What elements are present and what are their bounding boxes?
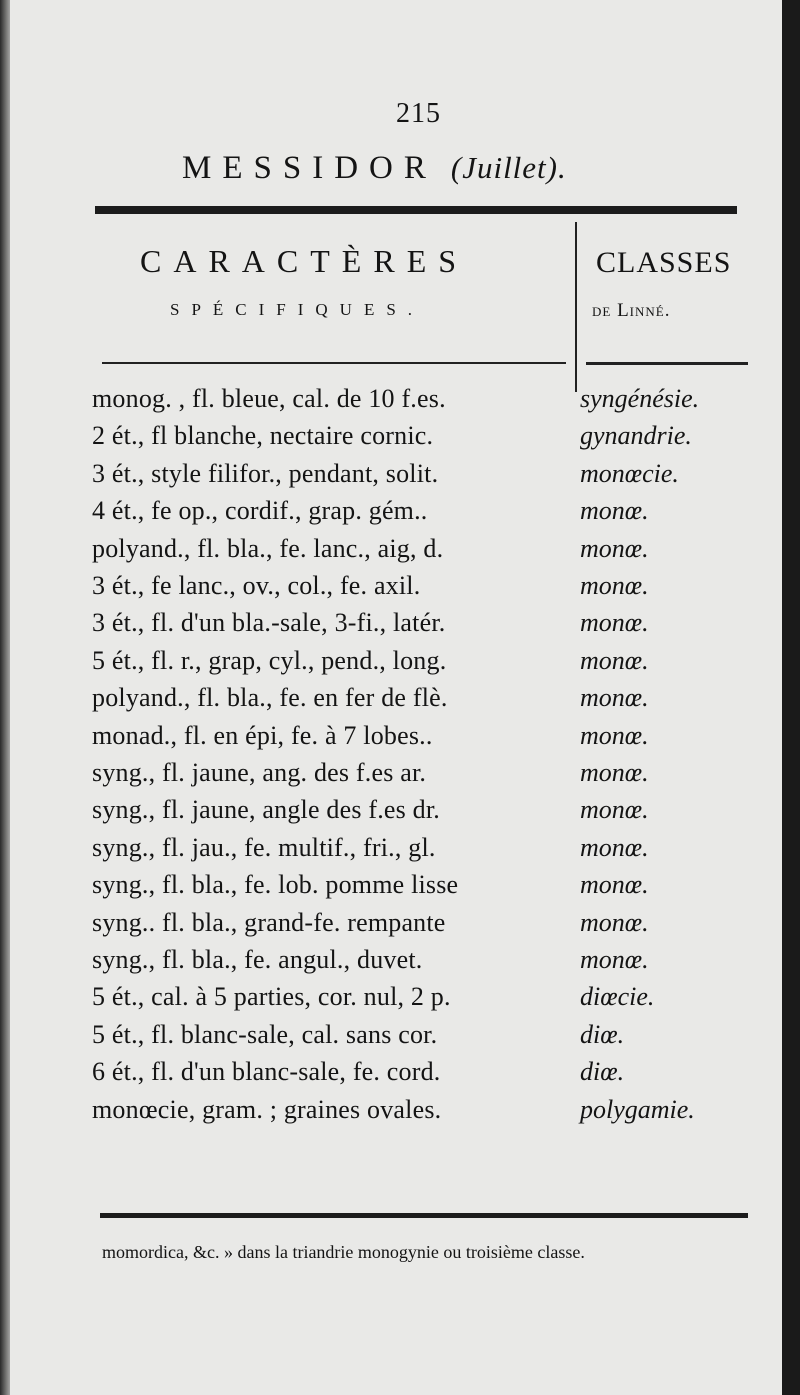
table-row xyxy=(10,421,782,455)
page-number: 215 xyxy=(396,98,441,129)
table-row xyxy=(10,571,782,605)
linnaean-class: monœ. xyxy=(580,945,649,974)
species-description: syng., fl. bla., fe. lob. pomme lisse xyxy=(92,870,459,900)
header-rule-right xyxy=(586,362,748,365)
linnaean-class: monœcie. xyxy=(580,458,679,488)
species-description: syng.. fl. bla., grand-fe. rempante xyxy=(92,907,446,937)
table-row xyxy=(10,1057,782,1091)
species-description: 3 ét., style filifor., pendant, solit. xyxy=(92,458,439,488)
linnaean-class: monœ. xyxy=(580,870,649,900)
species-description: 5 ét., fl. r., grap, cyl., pend., long. xyxy=(92,645,447,675)
linnaean-class: diœ. xyxy=(580,1019,625,1049)
linnaean-class: monœ. xyxy=(580,645,649,675)
column-header-linne: de Linné. xyxy=(592,300,671,321)
species-description: 5 ét., fl. blanc-sale, cal. sans cor. xyxy=(92,1019,438,1049)
title-main: MESSIDOR xyxy=(182,150,437,186)
species-description: polyand., fl. bla., fe. lanc., aig, d. xyxy=(92,533,444,563)
title-subtitle: (Juillet). xyxy=(450,150,567,185)
book-page xyxy=(10,0,782,1395)
title-rule xyxy=(95,206,737,214)
species-description: 5 ét., cal. à 5 parties, cor. nul, 2 p. xyxy=(92,982,451,1012)
table-row xyxy=(10,833,782,867)
table-row xyxy=(10,534,782,568)
species-description: 6 ét., fl. d'un blanc-sale, fe. cord. xyxy=(92,1057,441,1087)
linnaean-class: polygamie. xyxy=(580,1094,695,1124)
column-divider xyxy=(575,222,577,392)
species-description: 4 ét., fe op., cordif., grap. gém.. xyxy=(92,496,428,526)
linnaean-class: syngénésie. xyxy=(580,384,700,413)
table-row xyxy=(10,758,782,792)
table-row xyxy=(10,1020,782,1054)
linnaean-class: monœ. xyxy=(580,795,649,825)
column-header-characters: CARACTÈRES xyxy=(140,243,469,279)
table-row xyxy=(10,870,782,904)
linnaean-class: diœ. xyxy=(580,1057,625,1087)
species-description: 3 ét., fl. d'un bla.-sale, 3-fi., latér. xyxy=(92,608,446,638)
table-row xyxy=(10,683,782,717)
page-title xyxy=(182,150,567,187)
linnaean-class: monœ. xyxy=(580,758,649,787)
species-description: syng., fl. jaune, ang. des f.es ar. xyxy=(92,758,427,787)
species-description: monad., fl. en épi, fe. à 7 lobes.. xyxy=(92,720,433,750)
linnaean-class: monœ. xyxy=(580,832,649,862)
species-description: 2 ét., fl blanche, nectaire cornic. xyxy=(92,421,434,451)
linnaean-class: monœ. xyxy=(580,571,649,600)
species-description: polyand., fl. bla., fe. en fer de flè. xyxy=(92,683,448,713)
table-row xyxy=(10,945,782,979)
species-description: syng., fl. bla., fe. angul., duvet. xyxy=(92,945,423,974)
table-row xyxy=(10,646,782,680)
column-header-specific: SPÉCIFIQUES. xyxy=(170,300,425,319)
table-row xyxy=(10,908,782,942)
header-rule-left xyxy=(102,362,566,364)
footnote: momordica, &c. » dans la triandrie monogynie ou troisième classe. xyxy=(102,1242,585,1262)
table-row xyxy=(10,459,782,493)
table-row xyxy=(10,608,782,642)
linnaean-class: monœ. xyxy=(580,608,649,638)
table-row xyxy=(10,721,782,755)
linnaean-class: monœ. xyxy=(580,907,649,937)
table-row xyxy=(10,795,782,829)
linnaean-class: monœ. xyxy=(580,496,649,526)
column-header-classes: CLASSES xyxy=(596,246,732,279)
linnaean-class: diœcie. xyxy=(580,982,655,1012)
table-row xyxy=(10,496,782,530)
linnaean-class: monœ. xyxy=(580,683,649,713)
species-description: monœcie, gram. ; graines ovales. xyxy=(92,1094,442,1124)
linnaean-class: monœ. xyxy=(580,533,649,563)
species-description: 3 ét., fe lanc., ov., col., fe. axil. xyxy=(92,571,421,600)
footnote-rule xyxy=(100,1213,748,1218)
table-row xyxy=(10,982,782,1016)
species-description: syng., fl. jaune, angle des f.es dr. xyxy=(92,795,441,825)
species-description: syng., fl. jau., fe. multif., fri., gl. xyxy=(92,832,436,862)
linnaean-class: gynandrie. xyxy=(580,421,692,451)
table-row xyxy=(10,1095,782,1129)
species-description: monog. , fl. bleue, cal. de 10 f.es. xyxy=(92,384,446,413)
table-row xyxy=(10,384,782,418)
linnaean-class: monœ. xyxy=(580,720,649,750)
